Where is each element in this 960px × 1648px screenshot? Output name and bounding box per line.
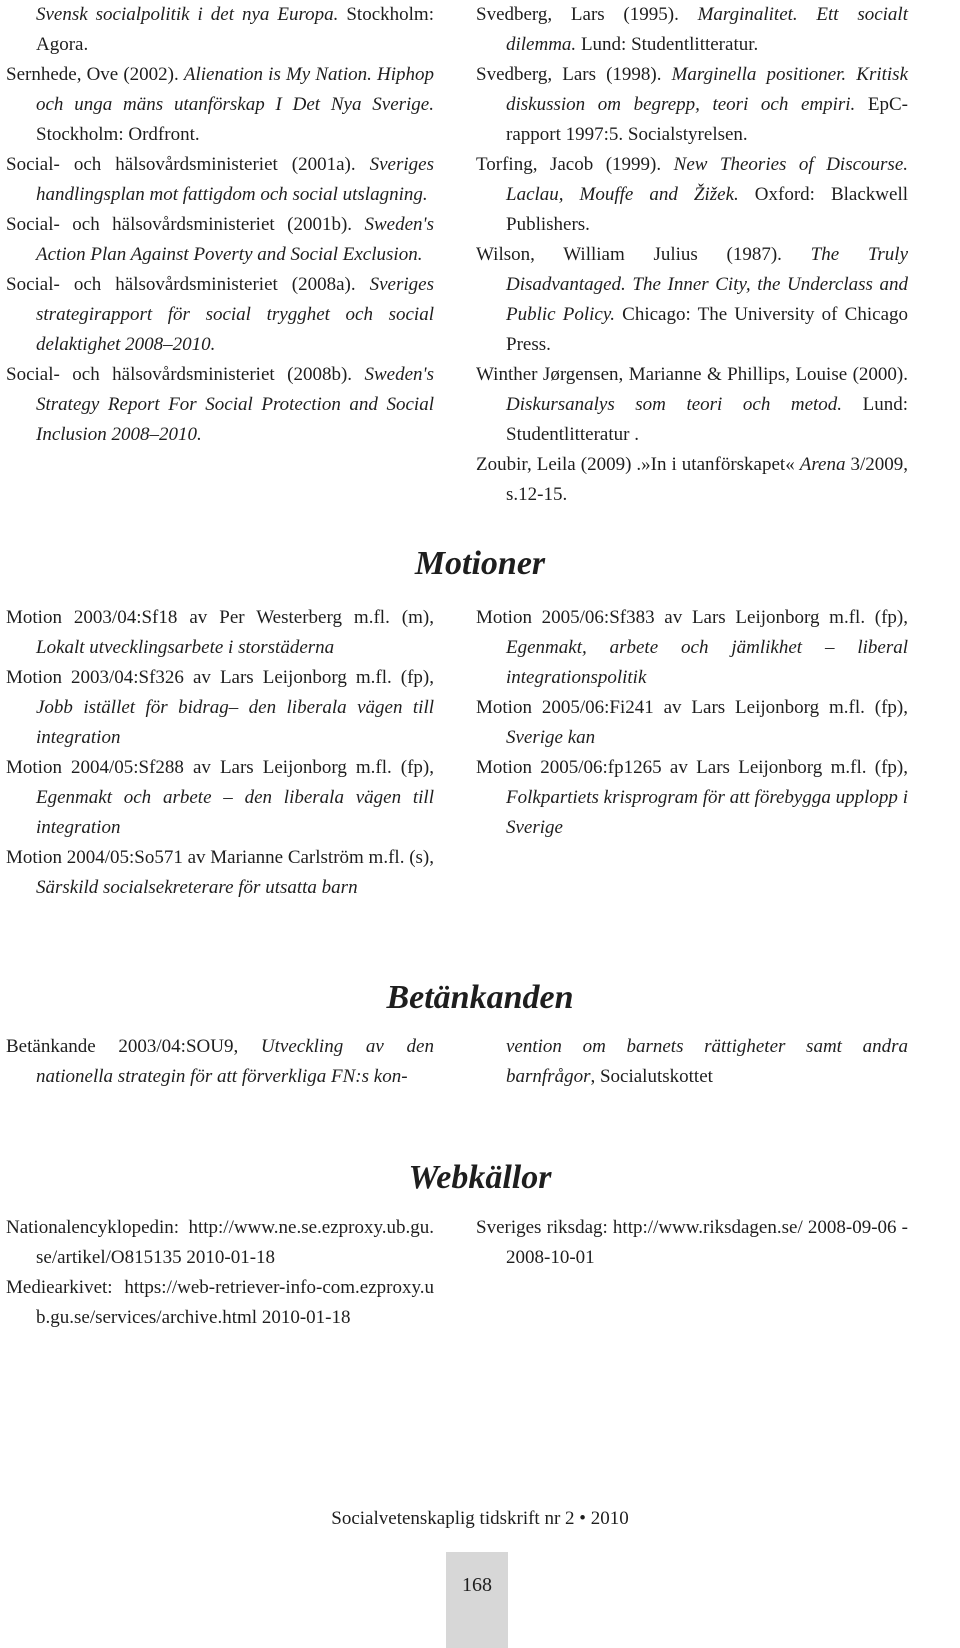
reference-entry: Svensk socialpolitik i det nya Europa. Stockholm: Agora. (36, 4, 434, 55)
reference-entry: Svedberg, Lars (1998). Marginella positioner. Kritisk diskussion om begrepp, teori och empiri. EpC-rapport 1997:5. Socialstyrelsen. (476, 64, 909, 145)
motioner-left-column (6, 603, 434, 903)
betankande-entry-continued: vention om barnets rättigheter samt andra barnfrågor, Socialutskottet (506, 1036, 908, 1087)
reference-entry: Winther Jørgensen, Marianne & Phillips, Louise (2000). Diskursanalys som teori och metod. Lund: Studentlitteratur . (476, 364, 909, 445)
section-heading-betankanden: Betänkanden (386, 979, 574, 1016)
webkalla-entry: Sveriges riksdag: http://www.riksdagen.se/ 2008-09-06 - 2008-10-01 (476, 1217, 908, 1268)
motion-entry: Motion 2005/06:fp1265 av Lars Leijonborg m.fl. (fp), Folkpartiets krisprogram för att förebygga upplopp i Sverige (476, 757, 908, 838)
reference-entry: Social- och hälsovårdsministeriet (2008a). Sveriges strategirapport för social trygghet och social delaktighet 2008–2010. (6, 274, 434, 355)
section-heading-motioner: Motioner (414, 545, 546, 582)
motion-entry: Motion 2005/06:Fi241 av Lars Leijonborg m.fl. (fp), Sverige kan (476, 697, 908, 748)
reference-entry: Svedberg, Lars (1995). Marginalitet. Ett socialt dilemma. Lund: Studentlitteratur. (476, 4, 908, 55)
reference-entry: Sernhede, Ove (2002). Alienation is My Nation. Hiphop och unga mäns utanförskap I Det Nya Sverige. Stockholm: Ordfront. (6, 64, 434, 145)
page-number: 168 (462, 1574, 492, 1596)
motion-entry: Motion 2005/06:Sf383 av Lars Leijonborg m.fl. (fp), Egenmakt, arbete och jämlikhet – liberal integrationspolitik (476, 607, 908, 688)
webkallor-right-column (476, 1213, 908, 1273)
journal-footer: Socialvetenskaplig tidskrift nr 2 • 2010 (331, 1508, 629, 1529)
webkallor-left-column (6, 1213, 434, 1333)
betankanden-left-column (6, 1032, 434, 1092)
section-heading-webkallor: Webkällor (408, 1159, 552, 1196)
references-left-column (6, 0, 434, 450)
reference-entry: Zoubir, Leila (2009) .»In i utanförskapet« Arena 3/2009, s.12-15. (476, 454, 908, 505)
motioner-right-column (476, 603, 908, 843)
reference-entry: Social- och hälsovårdsministeriet (2001b). Sweden's Action Plan Against Poverty and Social Exclusion. (6, 214, 434, 265)
webkalla-entry: Nationalencyklopedin: http://www.ne.se.ezproxy.ub.gu.se/artikel/O815135 2010-01-18 (6, 1217, 434, 1268)
motion-entry: Motion 2003/04:Sf18 av Per Westerberg m.fl. (m), Lokalt utvecklingsarbete i storstäderna (6, 607, 434, 658)
references-right-column (476, 0, 908, 510)
reference-entry: Social- och hälsovårdsministeriet (2001a). Sveriges handlingsplan mot fattigdom och social utslagning. (6, 154, 434, 205)
motion-entry: Motion 2004/05:So571 av Marianne Carlström m.fl. (s), Särskild socialsekreterare för utsatta barn (6, 847, 434, 898)
reference-entry: Torfing, Jacob (1999). New Theories of Discourse. Laclau, Mouffe and Žižek. Oxford: Blackwell Publishers. (476, 154, 909, 235)
motion-entry: Motion 2003/04:Sf326 av Lars Leijonborg m.fl. (fp), Jobb istället för bidrag– den liberala vägen till integration (6, 667, 434, 748)
betankanden-right-column (476, 1032, 908, 1092)
page-number-box (446, 1552, 508, 1648)
motion-entry: Motion 2004/05:Sf288 av Lars Leijonborg m.fl. (fp), Egenmakt och arbete – den liberala vägen till integration (6, 757, 434, 838)
webkalla-entry: Mediearkivet: https://web-retriever-info-com.ezproxy.ub.gu.se/services/archive.html 2010-01-18 (6, 1277, 434, 1328)
reference-entry: Wilson, William Julius (1987). The Truly Disadvantaged. The Inner City, the Underclass and Public Policy. Chicago: The University of Chicago Press. (476, 244, 908, 355)
betankande-entry: Betänkande 2003/04:SOU9, Utveckling av den nationella strategin för att förverkliga FN:s kon- (6, 1036, 434, 1087)
reference-entry: Social- och hälsovårdsministeriet (2008b). Sweden's Strategy Report For Social Protection and Social Inclusion 2008–2010. (6, 364, 434, 445)
